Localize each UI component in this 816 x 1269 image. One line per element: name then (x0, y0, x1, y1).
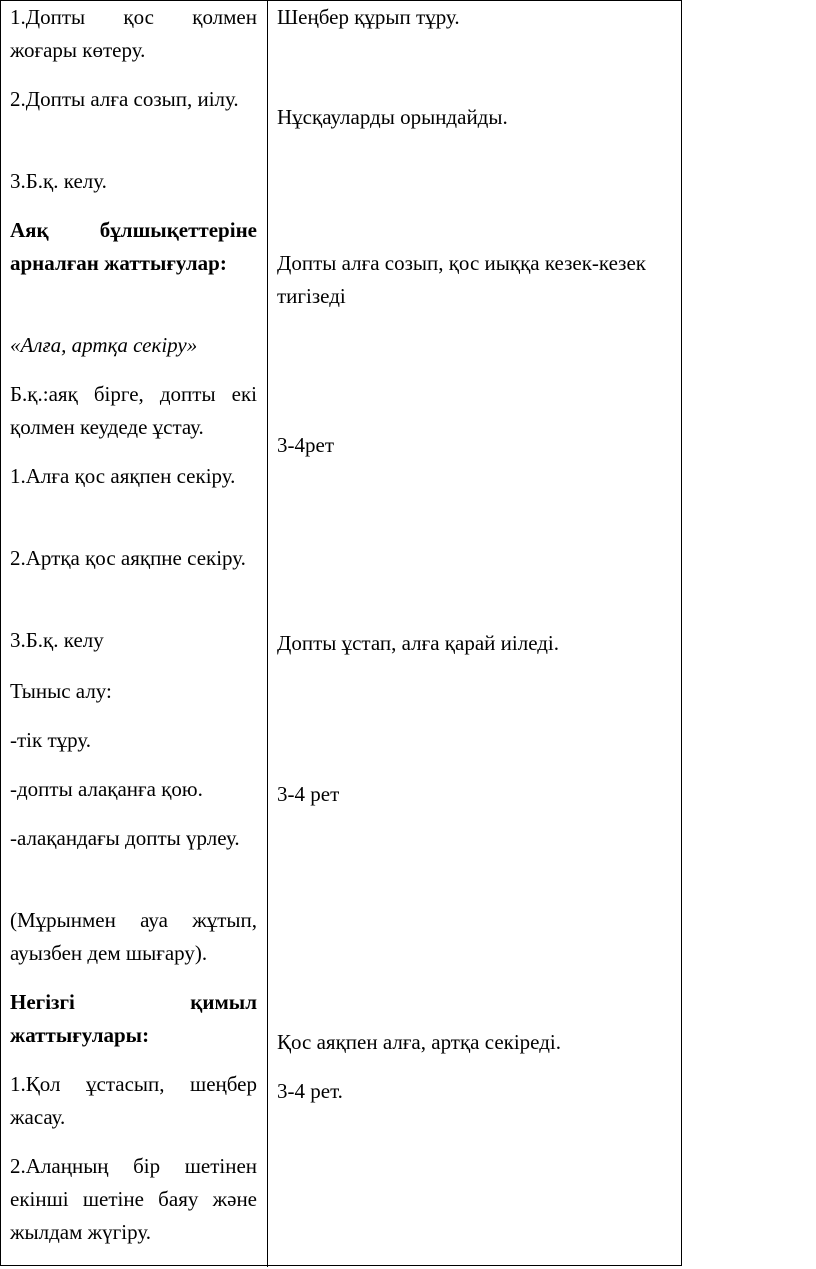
exercise-step: 2.Допты алға созып, иілу. (10, 87, 239, 111)
exercise-step: 3.Б.қ. келу (10, 628, 104, 652)
breathing-step: -допты алақанға қою. (10, 777, 203, 801)
response-text: Қос аяқпен алға, артқа секіреді. (277, 1030, 561, 1054)
response-text: Допты алға созып, қос иыққа кезек-кезек тигізеді (277, 251, 646, 308)
section-heading: Негізгі қимыл жаттығулары: (10, 990, 257, 1047)
exercise-step: 2.Алаңның бір шетінен екінші шетіне баяу және жылдам жүгіру. (10, 1154, 257, 1244)
exercise-step: 1.Қол ұстасып, шеңбер жасау. (10, 1072, 257, 1129)
breathing-step: -алақандағы допты үрлеу. (10, 826, 240, 850)
starting-position: Б.қ.:аяқ бірге, допты екі қолмен кеудеде ұстау. (10, 382, 257, 439)
column-divider (267, 1, 268, 1267)
response-text: Нұсқауларды орындайды. (277, 105, 508, 129)
exercise-step: 1.Допты қос қолмен жоғары көтеру. (10, 5, 257, 62)
breathing-heading: Тыныс алу: (10, 679, 112, 703)
exercise-step: 3.Б.қ. келу. (10, 169, 107, 193)
breathing-note: (Мұрынмен ауа жұтып, ауызбен дем шығару). (10, 908, 257, 965)
response-text: Допты ұстап, алға қарай иіледі. (277, 631, 560, 655)
repetition-count: 3-4 рет (277, 782, 340, 806)
repetition-count: 3-4 рет. (277, 1079, 343, 1103)
breathing-step: -тік тұру. (10, 728, 92, 752)
exercise-step: 2.Артқа қос аяқпне секіру. (10, 546, 246, 570)
section-heading: Аяқ бұлшықеттеріне арналған жаттығулар: (10, 218, 257, 275)
response-text: Шеңбер құрып тұру. (277, 5, 460, 29)
exercise-title: «Алға, артқа секіру» (10, 333, 198, 357)
repetition-count: 3-4рет (277, 433, 334, 457)
exercise-step: 1.Алға қос аяқпен секіру. (10, 464, 236, 488)
